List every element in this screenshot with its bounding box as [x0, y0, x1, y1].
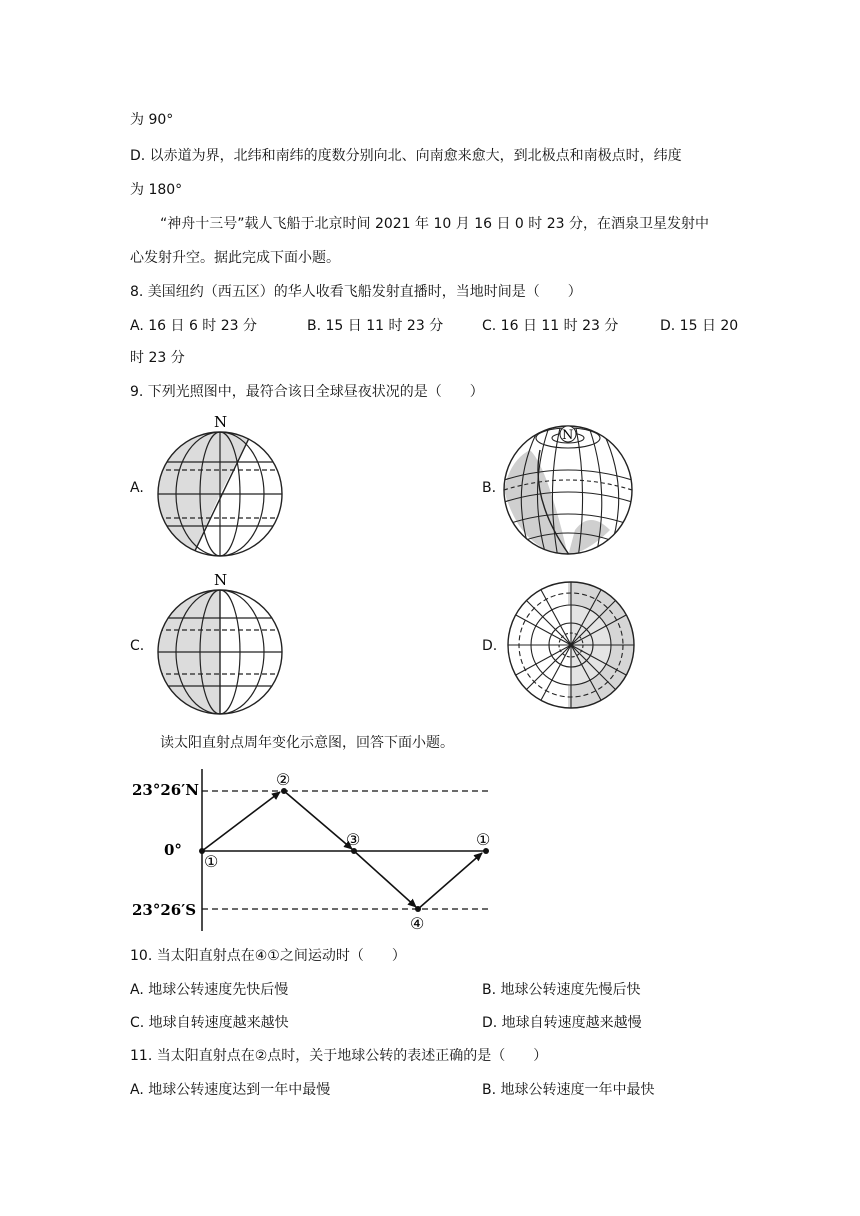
q11-option-a: A. 地球公转速度达到一年中最慢	[130, 1082, 331, 1098]
q11-stem: 11. 当太阳直射点在②点时，关于地球公转的表述正确的是（ ）	[130, 1048, 548, 1064]
q8-option-a: A. 16 日 6 时 23 分	[130, 318, 258, 334]
point-1-end: ①	[476, 830, 491, 849]
q10-option-c: C. 地球自转速度越来越快	[130, 1015, 289, 1031]
passage1-line2: 心发射升空。据此完成下面小题。	[130, 250, 340, 266]
passage1-line1: “神舟十三号”载人飞船于北京时间 2021 年 10 月 16 日 0 时 23 分，在酒泉卫星发射中	[160, 216, 709, 232]
q10-option-a: A. 地球公转速度先快后慢	[130, 982, 289, 998]
q10-stem: 10. 当太阳直射点在④①之间运动时（ ）	[130, 948, 406, 964]
globe-b-north-label: N	[562, 428, 574, 443]
globe-a-north-label: N	[214, 413, 228, 431]
q9-label-d: D.	[482, 638, 498, 654]
globe-a-figure	[152, 412, 292, 557]
q9-label-a: A.	[130, 480, 144, 496]
q7-option-d: D. 以赤道为界，北纬和南纬的度数分别向北、向南愈来愈大，到北极点和南极点时，纬度	[130, 148, 682, 164]
q8-option-d-continuation: 时 23 分	[130, 350, 185, 366]
q10-option-b: B. 地球公转速度先慢后快	[482, 982, 641, 998]
point-1-start: ①	[204, 852, 219, 871]
q7-option-d-continuation: 为 180°	[130, 182, 183, 198]
sun-direct-point-diagram	[130, 765, 500, 935]
q8-option-d: D. 15 日 20	[660, 318, 739, 334]
point-3: ③	[346, 830, 361, 849]
q10-option-d: D. 地球自转速度越来越慢	[482, 1015, 642, 1031]
q9-stem: 9. 下列光照图中，最符合该日全球昼夜状况的是（ ）	[130, 384, 484, 400]
q8-option-b: B. 15 日 11 时 23 分	[307, 318, 444, 334]
globe-c-figure	[152, 570, 292, 715]
q8-stem: 8. 美国纽约（西五区）的华人收看飞船发射直播时，当地时间是（ ）	[130, 284, 582, 300]
lat-label-south: 23°26′S	[132, 901, 197, 919]
q9-label-b: B.	[482, 480, 497, 496]
q7-option-c-continuation: 为 90°	[130, 112, 174, 128]
q8-option-c: C. 16 日 11 时 23 分	[482, 318, 619, 334]
lat-label-north: 23°26′N	[132, 781, 199, 799]
globe-d-figure	[504, 578, 638, 712]
point-2: ②	[276, 770, 291, 789]
globe-c-north-label: N	[214, 571, 228, 589]
q11-option-b: B. 地球公转速度一年中最快	[482, 1082, 655, 1098]
q9-label-c: C.	[130, 638, 145, 654]
point-4: ④	[410, 914, 425, 933]
lat-label-equator: 0°	[164, 841, 182, 859]
globe-b-figure	[500, 420, 640, 560]
passage2-text: 读太阳直射点周年变化示意图，回答下面小题。	[160, 735, 454, 751]
